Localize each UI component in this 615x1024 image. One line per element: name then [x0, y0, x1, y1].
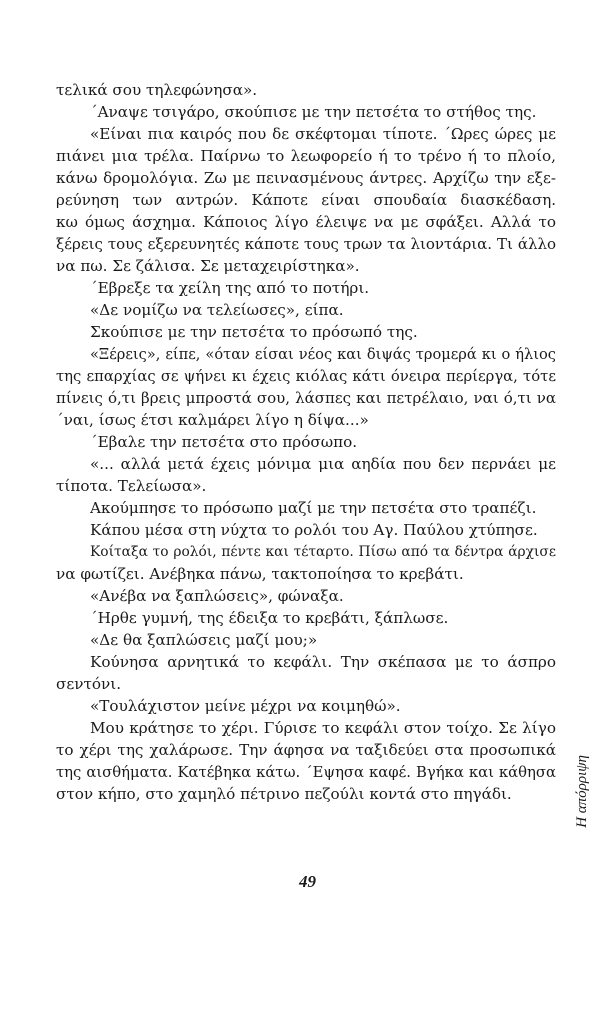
- text-line: να πω. Σε ζάλισα. Σε μεταχειρίστηκα».: [56, 257, 360, 275]
- text-line: ΄Αναψε τσιγάρο, σκούπισε με την πετσέτα το στήθος της.: [90, 103, 537, 121]
- text-line: στον κήπο, στο χαμηλό πέτρινο πεζούλι κοντά στο πηγάδι.: [56, 785, 512, 803]
- text-line: τελικά σου τηλεφώνησα».: [56, 81, 258, 99]
- text-line: Μου κράτησε το χέρι. Γύρισε το κεφάλι στον τοίχο. Σε λίγο: [90, 719, 556, 737]
- text-line: να φωτίζει. Ανέβηκα πάνω, τακτοποίησα το κρεβάτι.: [56, 565, 464, 583]
- text-line: «Ανέβα να ξαπλώσεις», φώναξα.: [90, 587, 344, 605]
- text-line: ΄Εβρεξε τα χείλη της από το ποτήρι.: [90, 279, 370, 297]
- text-line: Κοίταξα το ρολόι, πέντε και τέταρτο. Πίσω από τα δέντρα άρχισε: [90, 544, 556, 560]
- text-line: πίνεις ό,τι βρεις μπροστά σου, λάσπες και πετρέλαιο, ναι ό,τι να: [56, 389, 556, 407]
- text-line: κω όμως άσχημα. Κάποιος λίγο έλειψε να με σφάξει. Αλλά το: [56, 213, 556, 231]
- text-line: «Τουλάχιστον μείνε μέχρι να κοιμηθώ».: [90, 697, 401, 715]
- text-line: ΄Ηρθε γυμνή, της έδειξα το κρεβάτι, ξάπλωσε.: [90, 609, 449, 627]
- text-line: της επαρχίας σε ψήνει κι έχεις κιόλας κάτι όνειρα περίεργα, τότε: [56, 368, 556, 385]
- text-line: Ακούμπησε το πρόσωπο μαζί με την πετσέτα στο τραπέζι.: [90, 499, 537, 517]
- page-number: 49: [299, 872, 316, 891]
- text-line: σεντόνι.: [56, 675, 122, 693]
- text-line: «Είναι πια καιρός που δε σκέφτομαι τίποτε. ΄Ωρες ώρες με: [90, 125, 556, 143]
- text-line: Κάπου μέσα στη νύχτα το ρολόι του Αγ. Παύλου χτύπησε.: [90, 521, 538, 539]
- text-line: ΄ναι, ίσως έτσι καλμάρει λίγο η δίψα...»: [56, 411, 369, 429]
- text-line: Κούνησα αρνητικά το κεφάλι. Την σκέπασα με το άσπρο: [90, 653, 556, 671]
- text-line: της αισθήματα. Κατέβηκα κάτω. ΄Εψησα καφέ. Βγήκα και κάθησα: [56, 764, 556, 781]
- text-line: «... αλλά μετά έχεις μόνιμα μια αηδία που δεν περνάει με: [90, 455, 556, 473]
- text-line: τίποτα. Τελείωσα».: [56, 477, 207, 495]
- text-line: πιάνει μια τρέλα. Παίρνω το λεωφορείο ή το τρένο ή το πλοίο,: [56, 147, 556, 165]
- text-line: κάνω δρομολόγια. Ζω με πεινασμένους άντρες. Αρχίζω την εξε-: [56, 169, 556, 187]
- text-line: «Δε θα ξαπλώσεις μαζί μου;»: [90, 631, 318, 649]
- text-line: «Ξέρεις», είπε, «όταν είσαι νέος και διψάς τρομερά κι ο ήλιος: [90, 346, 556, 363]
- text-line: ρεύνηση των αντρών. Κάποτε είναι σπουδαία διασκέδαση.: [56, 191, 556, 209]
- text-line: Σκούπισε με την πετσέτα το πρόσωπό της.: [90, 323, 418, 341]
- text-line: «Δε νομίζω να τελείωσες», είπα.: [90, 301, 344, 319]
- text-line: ΄Εβαλε την πετσέτα στο πρόσωπο.: [90, 433, 358, 451]
- text-line: το χέρι της χαλάρωσε. Την άφησα να ταξιδεύει στα προσωπικά: [56, 741, 556, 759]
- text-line: ξέρεις τους εξερευνητές κάποτε τους τρων τα λιοντάρια. Τι άλλο: [56, 235, 556, 253]
- running-title: Η απόρριψη: [574, 755, 590, 828]
